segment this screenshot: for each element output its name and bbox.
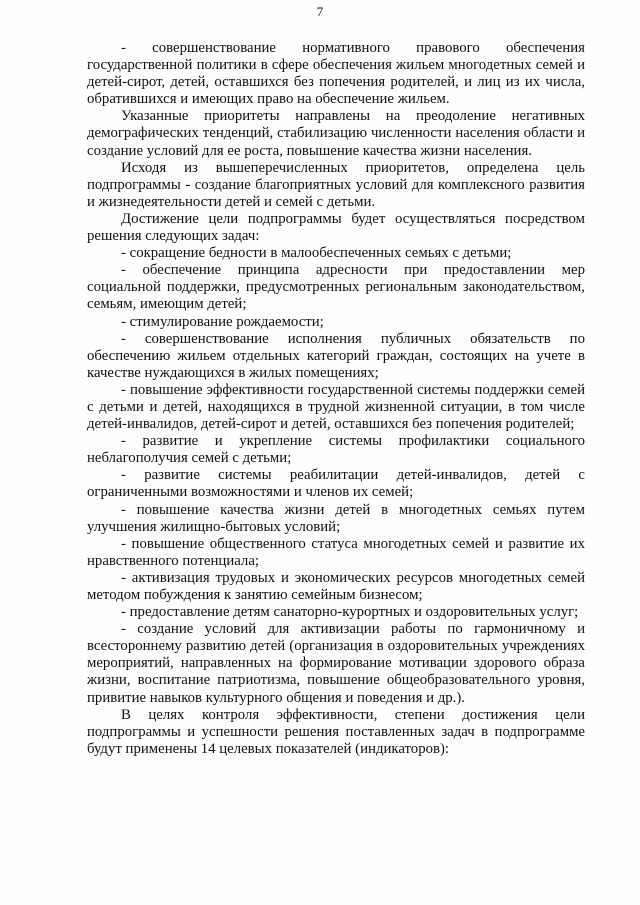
- page-number: 7: [316, 4, 324, 19]
- list-item: - предоставление детям санаторно-курортных и оздоровительных услуг;: [121, 604, 579, 621]
- list-item: - создание условий для активизации работы по гармоничному и всестороннему развитию детей (организация в оздоровительных учреждениях мероприятий, направленных на формирование мотивации здорового образа жизни, воспитание патриотизма, повышение общеобразовательного уровня, привитие навыков культурного общения и поведения и др.).: [87, 621, 585, 706]
- list-item: - развитие системы реабилитации детей-инвалидов, детей с ограниченными возможностями и членов их семей;: [87, 467, 585, 501]
- list-item: - стимулирование рождаемости;: [121, 313, 324, 330]
- paragraph: - совершенствование нормативного правового обеспечения государственной политики в сфере обеспечения жильем многодетных семей и детей-сирот, детей, оставшихся без попечения родителей, и лиц из их числа, обратившихся и имеющих право на обеспечение жильем.: [87, 40, 585, 108]
- paragraph: Исходя из вышеперечисленных приоритетов, определена цель подпрограммы - создание благоприятных условий для комплексного развития и жизнедеятельности детей и семей с детьми.: [87, 159, 585, 210]
- list-item: - активизация трудовых и экономических ресурсов многодетных семей методом побуждения к занятию семейным бизнесом;: [87, 569, 585, 603]
- paragraph: Достижение цели подпрограммы будет осуществляться посредством решения следующих задач:: [87, 210, 585, 245]
- list-item: - сокращение бедности в малообеспеченных семьях с детьми;: [121, 245, 512, 262]
- list-item: - повышение качества жизни детей в многодетных семьях путем улучшения жилищно-бытовых условий;: [87, 501, 585, 535]
- paragraph: В целях контроля эффективности, степени достижения цели подпрограммы и успешности решения поставленных задач в подпрограмме будут применены 14 целевых показателей (индикаторов):: [87, 706, 585, 757]
- list-item: - повышение общественного статуса многодетных семей и развитие их нравственного потенциала;: [87, 535, 585, 569]
- paragraph: Указанные приоритеты направлены на преодоление негативных демографических тенденций, стабилизацию численности населения области и создание условий для ее роста, повышение качества жизни населения.: [87, 108, 585, 159]
- list-item: - повышение эффективности государственной системы поддержки семей с детьми и детей, находящихся в трудной жизненной ситуации, в том числе детей-инвалидов, детей-сирот и детей, оставшихся без попечения родителей;: [87, 381, 585, 433]
- list-item: - развитие и укрепление системы профилактики социального неблагополучия семей с детьми;: [87, 433, 585, 467]
- list-item: - обеспечение принципа адресности при предоставлении мер социальной поддержки, предусмотренных региональным законодательством, семьям, имеющим детей;: [87, 262, 585, 313]
- body-text: [87, 40, 585, 758]
- list-item: - совершенствование исполнения публичных обязательств по обеспечению жильем отдельных категорий граждан, состоящих на учете в качестве нуждающихся в жилых помещениях;: [87, 330, 585, 381]
